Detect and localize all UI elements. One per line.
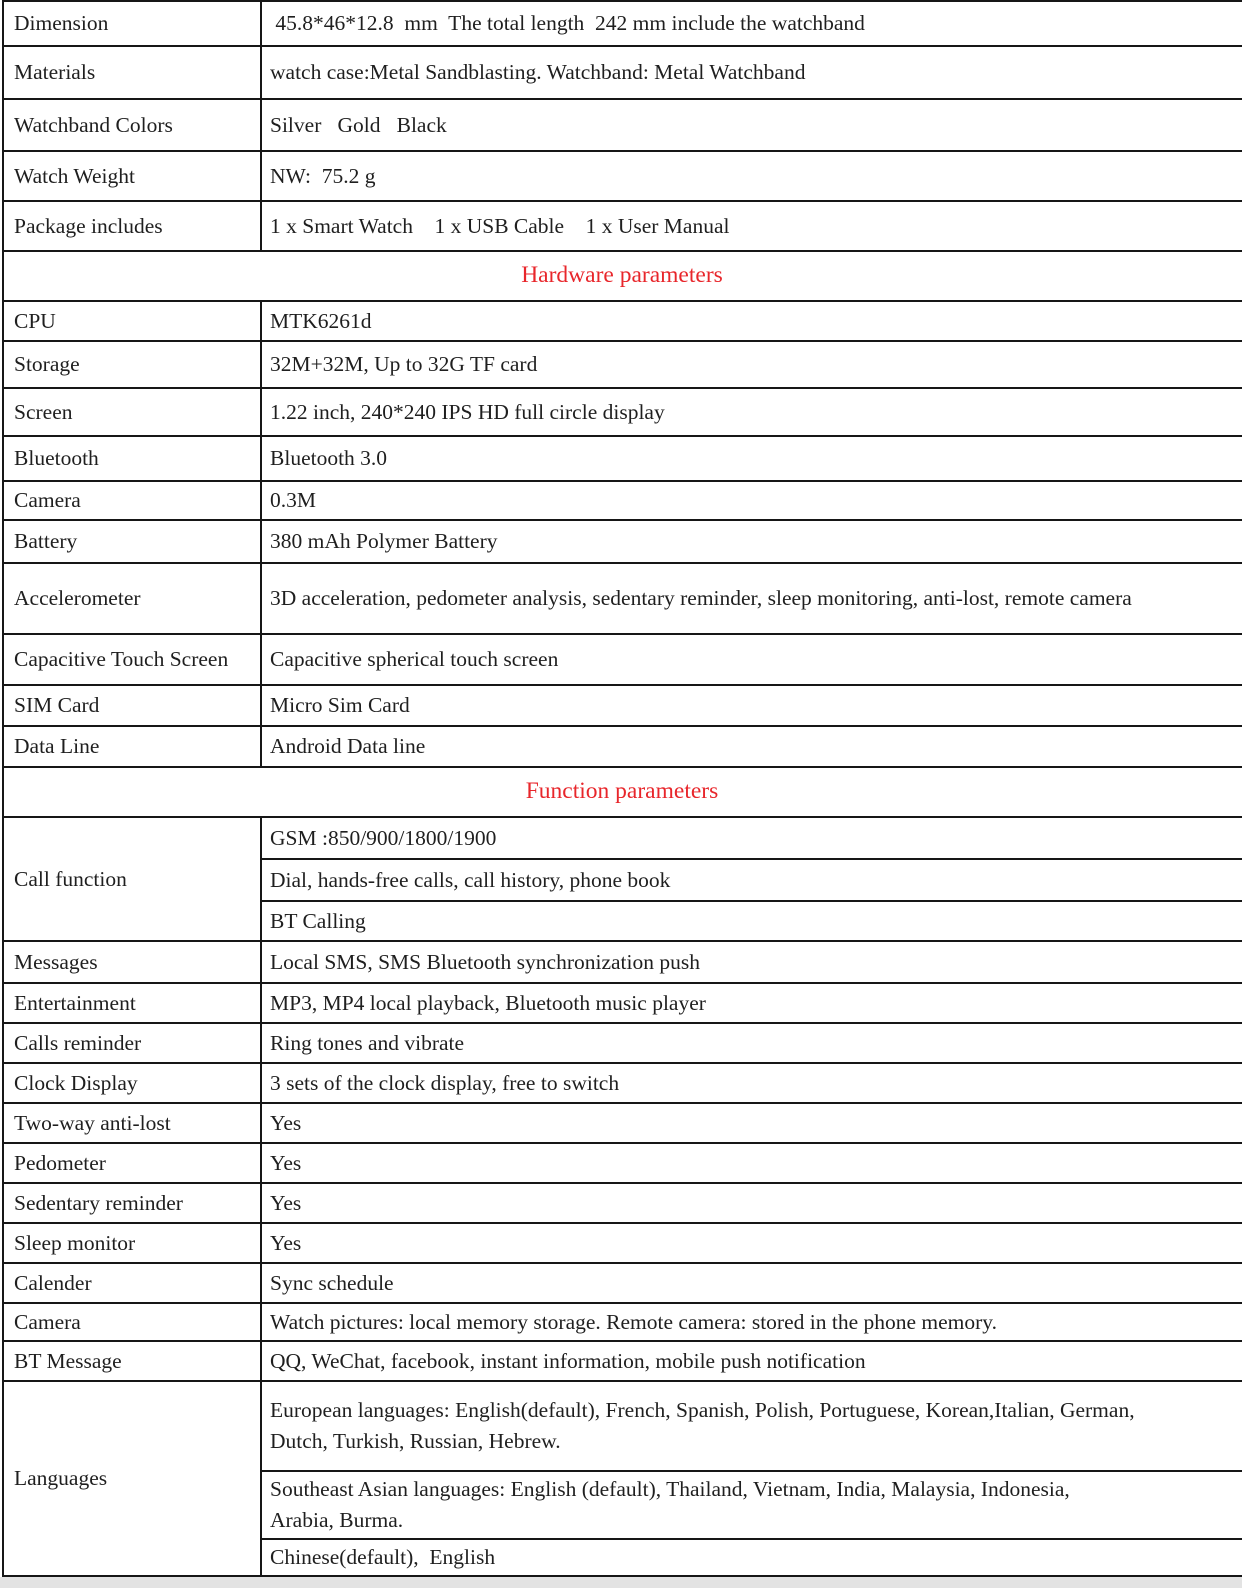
spec-label: Storage [3,341,261,388]
spec-value: 1 x Smart Watch 1 x USB Cable 1 x User Manual [261,201,1242,251]
spec-label: CPU [3,301,261,341]
spec-row-capacitive-touch-screen [3,634,1242,685]
spec-value: Yes [261,1223,1242,1263]
spec-value: Watch pictures: local memory storage. Remote camera: stored in the phone memory. [261,1303,1242,1341]
spec-row-watchband-colors [3,99,1242,151]
spec-label: Watchband Colors [3,99,261,151]
spec-label: Battery [3,520,261,563]
spec-row-camera [3,481,1242,520]
spec-row-bt-message [3,1341,1242,1381]
spec-row-watch-weight [3,151,1242,201]
spec-row-entertainment [3,983,1242,1023]
spec-label: Languages [3,1381,261,1576]
spec-label: Materials [3,46,261,99]
spec-value: Micro Sim Card [261,685,1242,726]
spec-row-pedometer [3,1143,1242,1183]
spec-value: 1.22 inch, 240*240 IPS HD full circle display [261,388,1242,436]
spec-row-accelerometer [3,563,1242,634]
spec-value: GSM :850/900/1800/1900 [261,817,1242,859]
spec-row-battery [3,520,1242,563]
spec-table [2,0,1242,1577]
spec-value: 3D acceleration, pedometer analysis, sedentary reminder, sleep monitoring, anti-lost, remote camera [261,563,1242,634]
spec-value: Yes [261,1143,1242,1183]
spec-value [261,1539,1242,1576]
spec-row-calls-reminder [3,1023,1242,1063]
spec-value: watch case:Metal Sandblasting. Watchband: Metal Watchband [261,46,1242,99]
spec-row-call-function [3,817,1242,859]
spec-value: Capacitive spherical touch screen [261,634,1242,685]
spec-row-sim-card [3,685,1242,726]
spec-label: Calls reminder [3,1023,261,1063]
spec-label: Pedometer [3,1143,261,1183]
spec-label: Bluetooth [3,436,261,481]
spec-value: 3 sets of the clock display, free to switch [261,1063,1242,1103]
spec-label: Two-way anti-lost [3,1103,261,1143]
spec-label: Calender [3,1263,261,1303]
spec-value: NW: 75.2 g [261,151,1242,201]
spec-label: Watch Weight [3,151,261,201]
spec-row-messages [3,941,1242,983]
spec-value: Silver Gold Black [261,99,1242,151]
spec-label: Accelerometer [3,563,261,634]
spec-row-storage [3,341,1242,388]
spec-row-two-way-anti-lost [3,1103,1242,1143]
spec-value-line: Southeast Asian languages: English (default), Thailand, Vietnam, India, Malaysia, Indonesia, [270,1477,1070,1501]
spec-row-data-line [3,726,1242,767]
page-bottom-strip [0,1577,1242,1588]
spec-value: Local SMS, SMS Bluetooth synchronization push [261,941,1242,983]
spec-label: Screen [3,388,261,436]
spec-label: Messages [3,941,261,983]
spec-value: Yes [261,1183,1242,1223]
spec-value: 380 mAh Polymer Battery [261,520,1242,563]
spec-value-line: Arabia, Burma. [270,1508,404,1532]
spec-row-cpu [3,301,1242,341]
spec-value: Android Data line [261,726,1242,767]
section-title-function: Function parameters [3,767,1242,817]
spec-value: MP3, MP4 local playback, Bluetooth music player [261,983,1242,1023]
spec-label: Entertainment [3,983,261,1023]
section-title-hardware: Hardware parameters [3,251,1242,301]
section-row-hardware [3,251,1242,301]
spec-value: MTK6261d [261,301,1242,341]
spec-row-materials [3,46,1242,99]
spec-row-calender [3,1263,1242,1303]
spec-label: Clock Display [3,1063,261,1103]
spec-value: Sync schedule [261,1263,1242,1303]
spec-label: SIM Card [3,685,261,726]
spec-row-dimension [3,1,1242,46]
spec-row-camera-function [3,1303,1242,1341]
spec-label: Capacitive Touch Screen [3,634,261,685]
spec-label: Sleep monitor [3,1223,261,1263]
spec-row-screen [3,388,1242,436]
spec-label: Sedentary reminder [3,1183,261,1223]
spec-value [261,1471,1242,1539]
spec-value: 45.8*46*12.8 mm The total length 242 mm include the watchband [261,1,1242,46]
spec-label: Dimension [3,1,261,46]
spec-label: Data Line [3,726,261,767]
spec-row-languages-european [3,1381,1242,1471]
spec-label: Package includes [3,201,261,251]
spec-row-bluetooth [3,436,1242,481]
spec-value: Dial, hands-free calls, call history, phone book [261,859,1242,901]
spec-row-package-includes [3,201,1242,251]
spec-label: Camera [3,1303,261,1341]
spec-row-sleep-monitor [3,1223,1242,1263]
spec-label: Camera [3,481,261,520]
spec-value-line: Dutch, Turkish, Russian, Hebrew. [270,1429,561,1453]
spec-value: QQ, WeChat, facebook, instant information, mobile push notification [261,1341,1242,1381]
spec-value: 0.3M [261,481,1242,520]
spec-value: BT Calling [261,901,1242,941]
spec-value: Ring tones and vibrate [261,1023,1242,1063]
spec-row-clock-display [3,1063,1242,1103]
spec-value-line: European languages: English(default), French, Spanish, Polish, Portuguese, Korean,Italian, German, [270,1398,1135,1422]
spec-label: BT Message [3,1341,261,1381]
spec-label: Call function [3,817,261,941]
section-row-function [3,767,1242,817]
spec-value: 32M+32M, Up to 32G TF card [261,341,1242,388]
spec-value: Bluetooth 3.0 [261,436,1242,481]
spec-value [261,1381,1242,1471]
spec-value-line: Chinese(default), English [270,1545,496,1569]
spec-value: Yes [261,1103,1242,1143]
spec-row-sedentary-reminder [3,1183,1242,1223]
